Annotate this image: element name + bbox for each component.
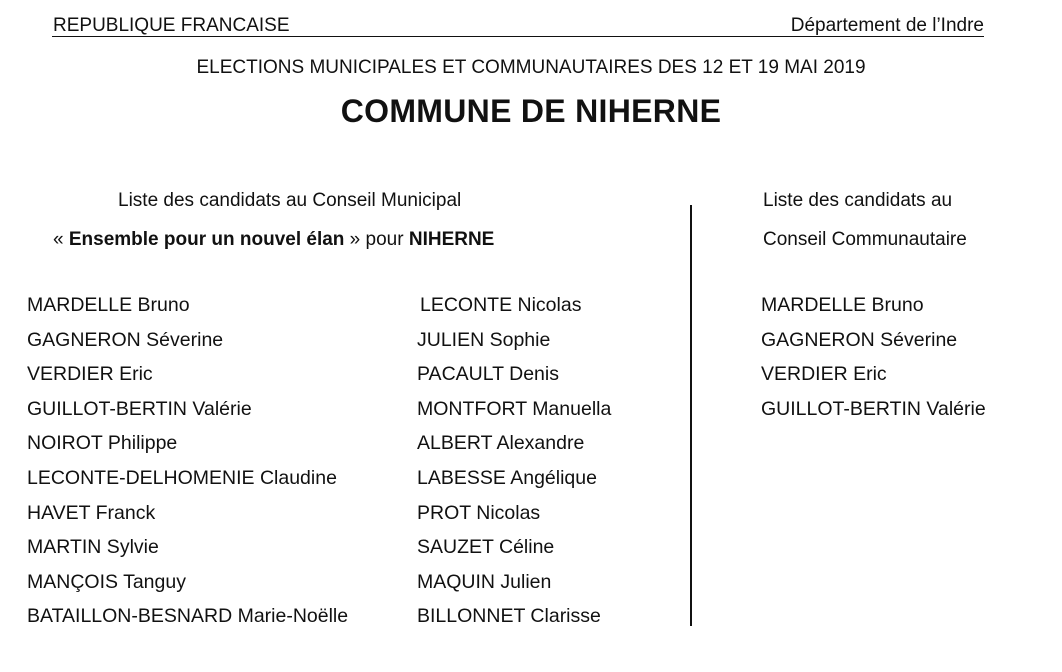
- community-heading-line1: Liste des candidats au: [763, 190, 953, 211]
- community-candidate-name: GUILLOT-BERTIN Valérie: [761, 397, 986, 420]
- candidate-name: JULIEN Sophie: [417, 328, 551, 351]
- header-departement: Département de l’Indre: [790, 15, 984, 36]
- candidate-name: MARDELLE Bruno: [27, 294, 190, 316]
- commune-title: COMMUNE DE NIHERNE: [340, 93, 722, 129]
- municipal-heading: Liste des candidats au Conseil Municipal: [118, 190, 462, 211]
- election-title: ELECTIONS MUNICIPALES ET COMMUNAUTAIRES DES 12 ET 19 MAI 2019: [196, 57, 866, 78]
- candidate-name: GAGNERON Séverine: [27, 328, 224, 351]
- candidate-name: MANÇOIS Tanguy: [27, 570, 186, 593]
- list-commune: NIHERNE: [408, 229, 495, 250]
- candidate-name: SAUZET Céline: [417, 536, 555, 559]
- candidate-name: GUILLOT-BERTIN Valérie: [27, 397, 252, 420]
- header-republique: REPUBLIQUE FRANCAISE: [53, 15, 290, 36]
- list-name-line: [53, 229, 494, 251]
- candidate-name: VERDIER Eric: [27, 363, 153, 386]
- municipal-column-1: [27, 288, 348, 634]
- list-close-quote: » pour: [344, 229, 409, 250]
- candidate-name: PROT Nicolas: [417, 501, 541, 524]
- candidate-name: BILLONNET Clarisse: [417, 605, 601, 628]
- community-candidate-name: MARDELLE Bruno: [761, 294, 924, 316]
- candidate-name: MONTFORT Manuella: [417, 397, 612, 420]
- candidate-name: PACAULT Denis: [417, 363, 559, 386]
- list-open-quote: «: [53, 229, 69, 250]
- candidate-name: MAQUIN Julien: [417, 570, 552, 593]
- community-candidate-name: GAGNERON Séverine: [761, 328, 958, 351]
- column-divider: [690, 205, 692, 626]
- candidate-name: NOIROT Philippe: [27, 432, 178, 455]
- candidate-name: LECONTE Nicolas: [420, 294, 582, 316]
- municipal-column-2: [417, 288, 611, 634]
- candidate-name: LECONTE-DELHOMENIE Claudine: [27, 466, 337, 489]
- candidate-name: ALBERT Alexandre: [417, 432, 585, 455]
- community-column: [761, 288, 986, 426]
- candidate-name: MARTIN Sylvie: [27, 536, 159, 559]
- list-name: Ensemble pour un nouvel élan: [68, 229, 345, 250]
- candidate-name: HAVET Franck: [27, 501, 156, 524]
- candidate-name: LABESSE Angélique: [417, 466, 597, 489]
- community-candidate-name: VERDIER Eric: [761, 363, 887, 386]
- header-underline: [52, 36, 984, 37]
- candidate-name: BATAILLON-BESNARD Marie-Noëlle: [27, 605, 349, 628]
- community-heading-line2: Conseil Communautaire: [763, 229, 967, 250]
